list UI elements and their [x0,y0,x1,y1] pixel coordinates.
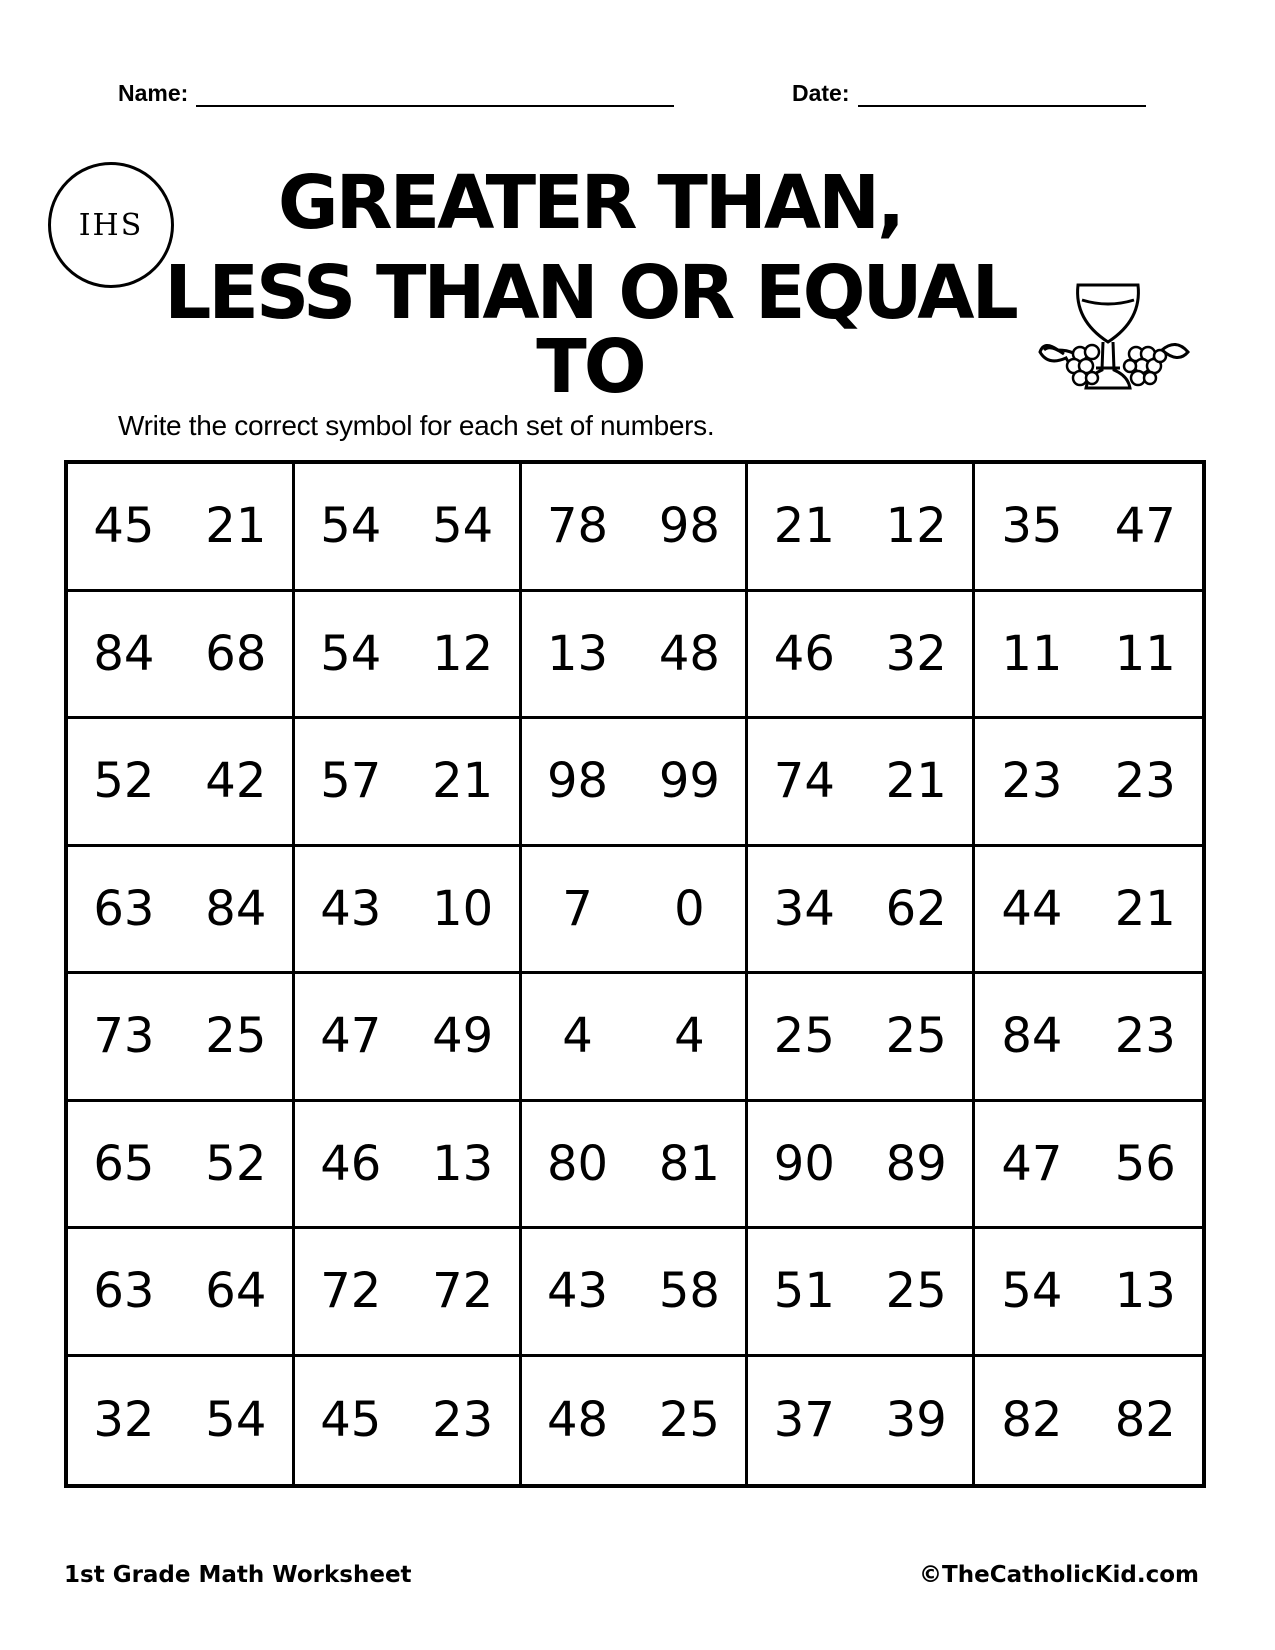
right-number: 68 [205,625,267,682]
comparison-cell[interactable] [295,1357,522,1485]
left-number: 25 [773,1008,835,1065]
left-number: 47 [1001,1135,1063,1192]
comparison-cell[interactable] [748,1357,975,1485]
right-number: 58 [658,1263,720,1320]
left-number: 73 [93,1008,155,1065]
page-title-line2: LESS THAN OR EQUAL TO [164,250,1016,410]
left-number: 51 [773,1263,835,1320]
right-number: 13 [432,1135,494,1192]
left-number: 11 [1001,625,1063,682]
right-number: 25 [885,1008,947,1065]
right-number: 4 [674,1008,705,1065]
left-number: 57 [320,753,382,810]
comparison-cell[interactable] [975,974,1202,1102]
right-number: 84 [205,880,267,937]
comparison-cell[interactable] [295,847,522,975]
comparison-cell[interactable] [522,719,749,847]
right-number: 21 [432,753,494,810]
left-number: 37 [773,1392,835,1449]
comparison-cell[interactable] [68,847,295,975]
left-number: 84 [93,625,155,682]
right-number: 25 [885,1263,947,1320]
left-number: 72 [320,1263,382,1320]
right-number: 54 [432,498,494,555]
left-number: 48 [546,1392,609,1449]
right-number: 23 [1114,753,1176,810]
left-number: 74 [773,753,835,810]
right-number: 81 [658,1135,720,1192]
left-number: 54 [1001,1263,1063,1320]
left-number: 23 [1001,753,1063,810]
comparison-cell[interactable] [295,464,522,592]
right-number: 56 [1114,1135,1176,1192]
date-field[interactable] [792,80,1146,107]
comparison-cell[interactable] [748,847,975,975]
footer-grade-label: 1st Grade Math Worksheet [64,1562,412,1588]
left-number: 21 [773,498,835,555]
left-number: 84 [1001,1008,1063,1065]
comparison-cell[interactable] [975,1102,1202,1230]
comparison-cell[interactable] [975,464,1202,592]
comparison-cell[interactable] [522,1229,749,1357]
comparison-cell[interactable] [748,974,975,1102]
left-number: 90 [773,1135,835,1192]
comparison-cell[interactable] [522,847,749,975]
right-number: 32 [885,625,947,682]
date-label: Date: [792,80,850,106]
left-number: 32 [93,1392,155,1449]
right-number: 25 [658,1392,720,1449]
name-blank-line[interactable] [196,85,674,107]
right-number: 54 [205,1392,267,1449]
comparison-cell[interactable] [748,1229,975,1357]
comparison-cell[interactable] [748,464,975,592]
left-number: 44 [1001,880,1063,937]
left-number: 46 [773,625,835,682]
right-number: 11 [1114,625,1176,682]
comparison-cell[interactable] [975,592,1202,720]
comparison-cell[interactable] [295,1102,522,1230]
comparison-cell[interactable] [522,1102,749,1230]
right-number: 21 [885,753,947,810]
right-number: 49 [432,1008,494,1065]
comparison-cell[interactable] [975,1357,1202,1485]
comparison-cell[interactable] [68,1102,295,1230]
right-number: 12 [885,498,947,555]
comparison-cell[interactable] [975,719,1202,847]
left-number: 54 [320,625,382,682]
footer-copyright: ©TheCatholicKid.com [919,1562,1199,1588]
left-number: 45 [93,498,155,555]
ihs-text: IHS [78,207,144,243]
comparison-grid [64,460,1206,1488]
comparison-cell[interactable] [295,1229,522,1357]
left-number: 45 [320,1392,382,1449]
chalice-grapes-icon [1038,280,1208,420]
left-number: 52 [93,753,155,810]
comparison-cell[interactable] [522,974,749,1102]
name-label: Name: [118,80,189,106]
right-number: 52 [205,1135,267,1192]
left-number: 35 [1001,498,1063,555]
right-number: 23 [1114,1008,1176,1065]
left-number: 34 [773,880,835,937]
comparison-cell[interactable] [295,592,522,720]
left-number: 63 [93,880,155,937]
right-number: 64 [205,1263,267,1320]
left-number: 78 [546,498,609,555]
comparison-cell[interactable] [295,974,522,1102]
comparison-cell[interactable] [522,592,749,720]
left-number: 65 [93,1135,155,1192]
right-number: 48 [658,625,720,682]
right-number: 21 [205,498,267,555]
left-number: 98 [546,753,609,810]
left-number: 82 [1001,1392,1063,1449]
left-number: 46 [320,1135,382,1192]
right-number: 12 [432,625,494,682]
left-number: 13 [546,625,609,682]
comparison-cell[interactable] [748,592,975,720]
left-number: 80 [546,1135,609,1192]
right-number: 39 [885,1392,947,1449]
right-number: 25 [205,1008,267,1065]
right-number: 62 [885,880,947,937]
comparison-cell[interactable] [68,719,295,847]
right-number: 98 [658,498,720,555]
comparison-cell[interactable] [68,1229,295,1357]
right-number: 82 [1114,1392,1176,1449]
right-number: 89 [885,1135,947,1192]
right-number: 47 [1114,498,1176,555]
name-field[interactable] [118,80,674,107]
left-number: 54 [320,498,382,555]
right-number: 99 [658,753,720,810]
page-title-line1: GREATER THAN, [277,160,903,246]
left-number: 43 [320,880,382,937]
right-number: 21 [1114,880,1176,937]
left-number: 43 [546,1263,609,1320]
instructions-text: Write the correct symbol for each set of numbers. [118,410,715,441]
comparison-cell[interactable] [975,847,1202,975]
left-number: 7 [562,880,593,937]
comparison-cell[interactable] [295,719,522,847]
comparison-cell[interactable] [68,974,295,1102]
comparison-cell[interactable] [68,592,295,720]
right-number: 13 [1114,1263,1176,1320]
right-number: 42 [205,753,267,810]
comparison-cell[interactable] [522,464,749,592]
right-number: 0 [674,880,705,937]
comparison-cell[interactable] [975,1229,1202,1357]
right-number: 72 [432,1263,494,1320]
right-number: 23 [432,1392,494,1449]
comparison-cell[interactable] [748,719,975,847]
left-number: 63 [93,1263,155,1320]
comparison-cell[interactable] [68,464,295,592]
left-number: 47 [320,1008,382,1065]
comparison-cell[interactable] [748,1102,975,1230]
right-number: 10 [432,880,494,937]
comparison-cell[interactable] [68,1357,295,1485]
comparison-cell[interactable] [522,1357,749,1485]
date-blank-line[interactable] [858,85,1146,107]
left-number: 4 [562,1008,593,1065]
